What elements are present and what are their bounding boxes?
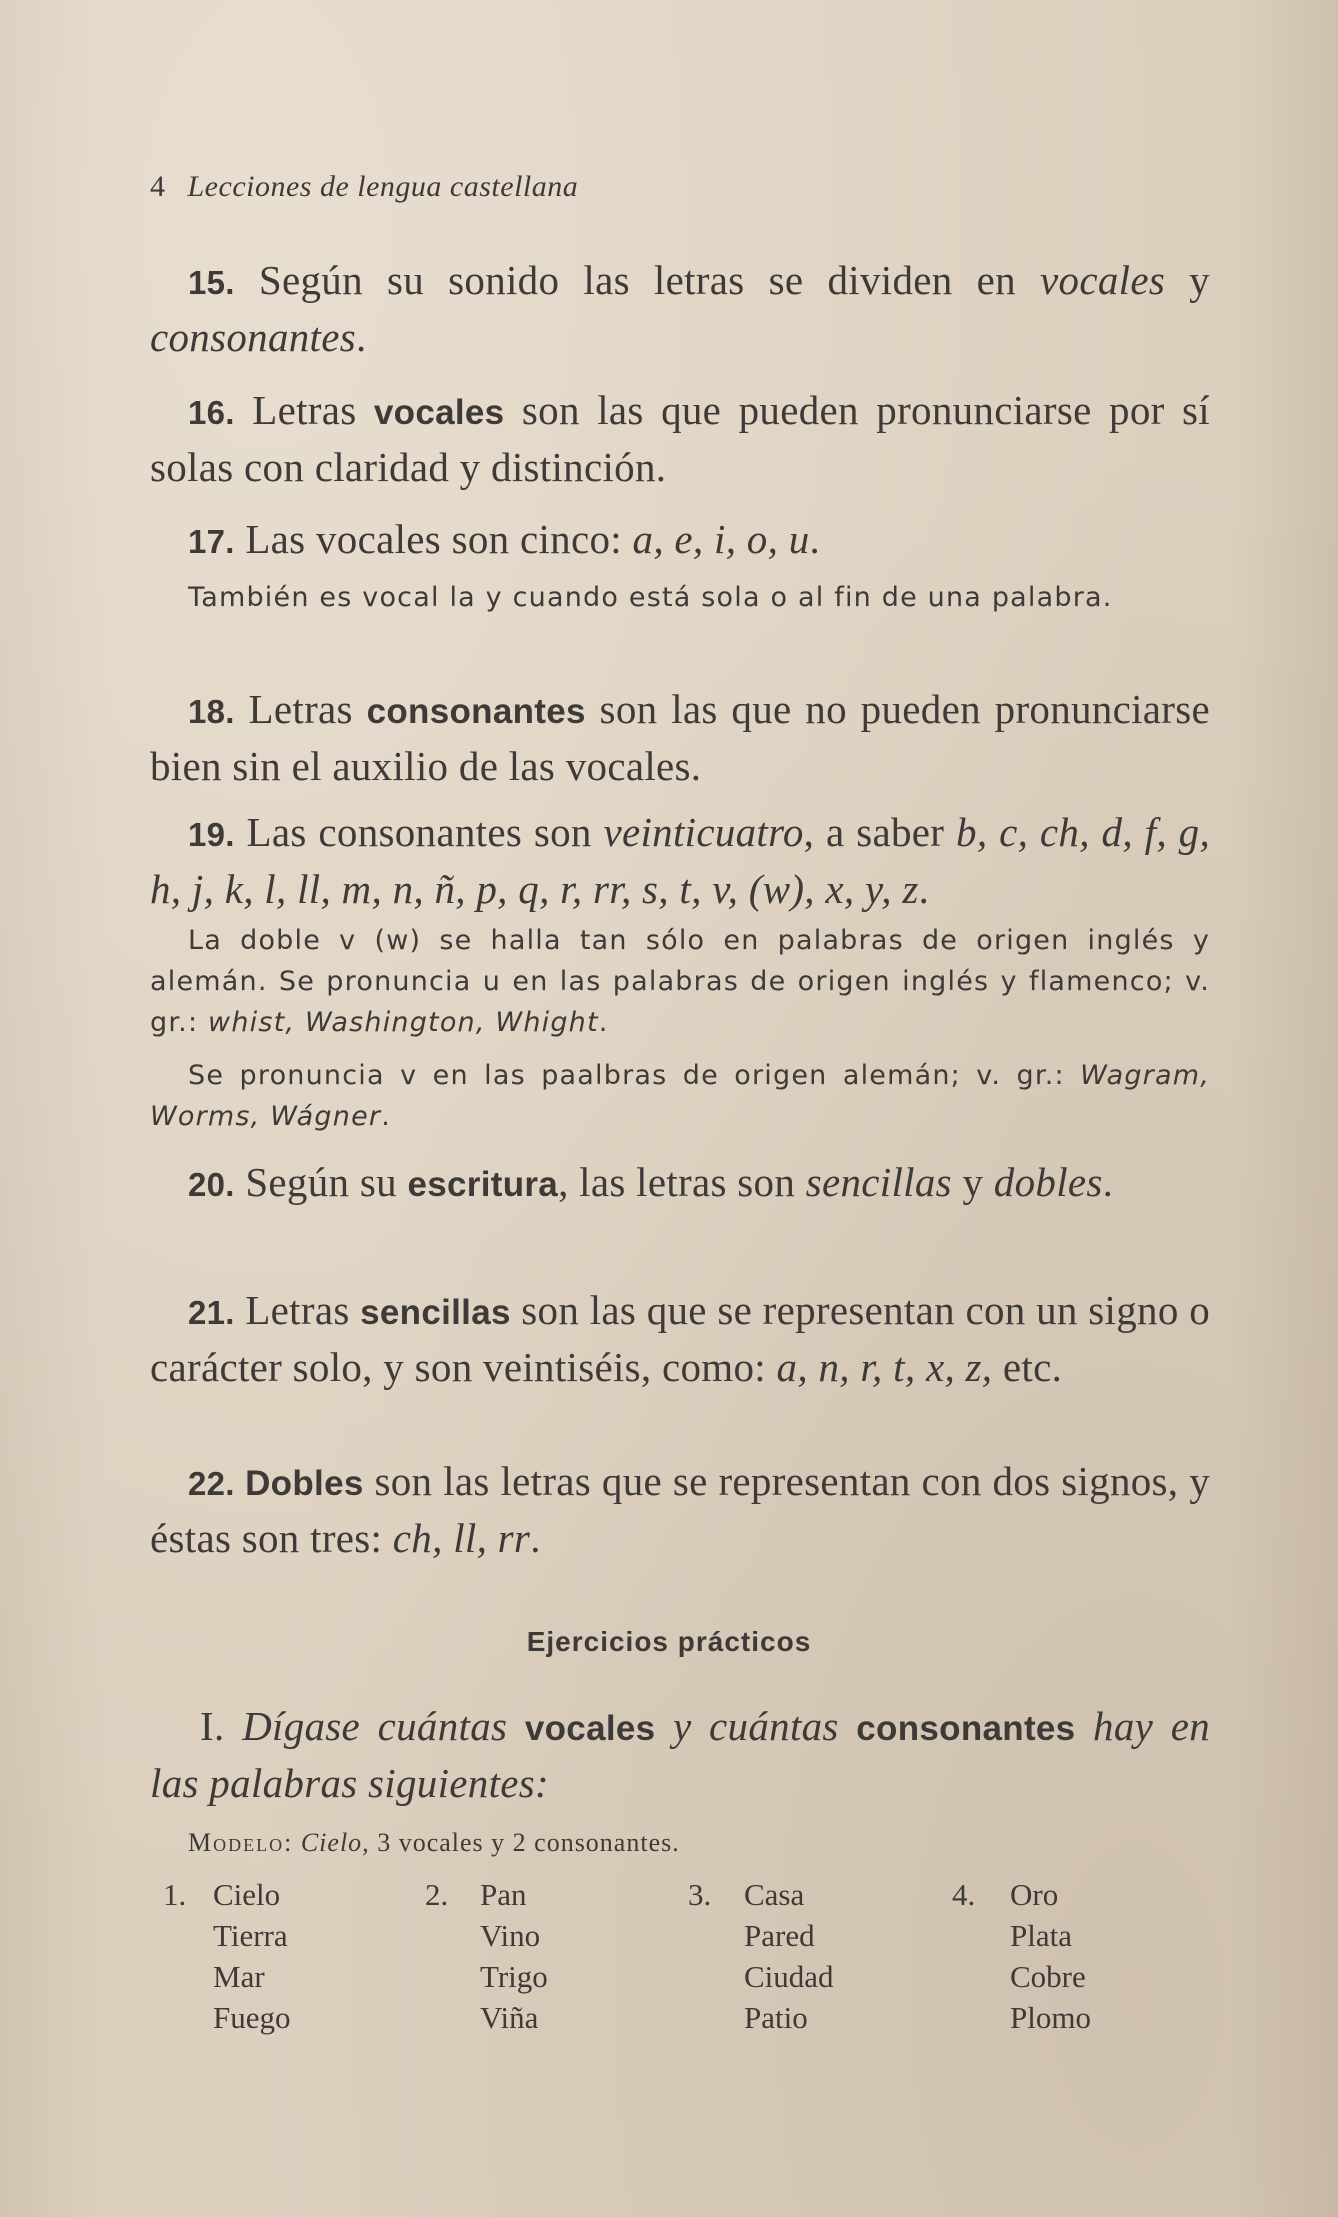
paragraph-19 — [150, 805, 1210, 917]
paragraph-20 — [150, 1155, 1210, 1212]
modelo-line — [188, 1828, 680, 1858]
word: Plata — [1010, 1918, 1072, 1953]
text: y — [951, 1159, 994, 1205]
exercises-title: Ejercicios prácticos — [526, 1626, 812, 1657]
word: Trigo — [480, 1959, 548, 1994]
exercise-instruction — [150, 1699, 1210, 1811]
text: Las vocales son cinco: — [234, 516, 633, 562]
text: Se pronuncia v en las paalbras de origen alemán; v. gr.: — [188, 1060, 1081, 1091]
column-number: 2. — [425, 1877, 449, 1912]
note-19a — [150, 920, 1210, 1043]
text: y — [1165, 257, 1210, 303]
text: , las letras son — [558, 1159, 806, 1205]
word: Pared — [744, 1918, 815, 1953]
paragraph-18 — [150, 682, 1210, 794]
word: Cielo — [213, 1877, 281, 1912]
column-number: 1. — [163, 1877, 187, 1912]
word-column-4 — [952, 1874, 1091, 2038]
bold-term: vocales — [373, 393, 505, 432]
paragraph-number: 15. — [188, 264, 235, 301]
italic-term: vocales — [1040, 257, 1166, 303]
word: Oro — [1010, 1877, 1059, 1912]
paragraph-number: 22. — [188, 1465, 235, 1502]
paragraph-17 — [150, 512, 1210, 569]
paragraph-21 — [150, 1283, 1210, 1395]
word-column-3 — [688, 1874, 834, 2038]
bold-term: sencillas — [360, 1293, 511, 1332]
word: Casa — [744, 1877, 805, 1912]
word: Vino — [480, 1918, 541, 1953]
text: Letras — [234, 1287, 361, 1333]
word: Tierra — [213, 1918, 288, 1953]
word: Cobre — [1010, 1959, 1086, 1994]
italic-letters: b, c, ch, d, f, g, h, j, k, l, ll, m, n, ñ, p, q, r, rr, s, t, v, (w), x, y, z — [150, 809, 1211, 912]
text: , a saber — [803, 809, 957, 855]
italic-term: veinticuatro — [603, 809, 804, 855]
text: . — [1102, 1159, 1114, 1205]
running-header — [150, 170, 578, 204]
word: Plomo — [1010, 2000, 1091, 2035]
modelo-text: 3 vocales y 2 consonantes. — [369, 1828, 680, 1857]
text: . — [356, 314, 367, 360]
italic-text: Dígase cuántas — [224, 1703, 525, 1749]
paragraph-number: 19. — [188, 816, 235, 853]
word: Fuego — [213, 2000, 291, 2035]
bold-term: consonantes — [856, 1709, 1076, 1748]
word: Pan — [480, 1877, 527, 1912]
text: . — [918, 866, 930, 912]
italic-letters: ch, ll, rr — [392, 1515, 531, 1561]
word-column-1 — [163, 1874, 291, 2038]
text: . — [598, 1007, 609, 1038]
paragraph-number: 18. — [188, 693, 235, 730]
text: Letras — [234, 387, 374, 433]
italic-letters: a, n, r, t, x, z, — [776, 1344, 993, 1390]
paragraph-number: 17. — [188, 523, 235, 560]
bold-term: Dobles — [234, 1464, 364, 1503]
note-19b — [150, 1055, 1210, 1137]
text: son las que se representan con un signo o carácter solo, y son veintiséis, como: — [150, 1287, 1210, 1390]
italic-term: dobles — [993, 1159, 1103, 1205]
text: Según su — [234, 1159, 408, 1205]
text: Según su sonido las letras se dividen en — [234, 257, 1041, 303]
text: son las que pueden pronunciarse por sí solas con claridad y distinción. — [150, 387, 1211, 490]
text: Letras — [234, 686, 367, 732]
text: . — [530, 1515, 541, 1561]
note-17: También es vocal la y cuando está sola o al fin de una palabra. — [188, 582, 1113, 613]
modelo-label: Modelo: — [188, 1828, 294, 1857]
word-column-2 — [425, 1874, 548, 2038]
text: son las letras que se representan con dos signos, y éstas son tres: — [150, 1458, 1211, 1561]
italic-text: hay en las palabras siguientes: — [150, 1703, 1211, 1806]
paragraph-16 — [150, 383, 1210, 495]
column-number: 3. — [688, 1877, 712, 1912]
paragraph-15 — [150, 253, 1210, 365]
running-title: Lecciones de lengua castellana — [187, 170, 579, 203]
word: Viña — [480, 2000, 539, 2035]
page-number: 4 — [150, 170, 166, 203]
paragraph-number: 16. — [188, 394, 235, 431]
word: Mar — [213, 1959, 265, 1994]
bold-term: escritura — [407, 1165, 559, 1204]
paragraph-22 — [150, 1454, 1210, 1566]
italic-term: sencillas — [805, 1159, 952, 1205]
italic-text: y cuántas — [655, 1703, 857, 1749]
word: Ciudad — [744, 1959, 834, 1994]
text: Las consonantes son — [234, 809, 604, 855]
italic-term: consonantes — [150, 314, 356, 360]
text: . — [809, 516, 821, 562]
bold-term: vocales — [524, 1709, 656, 1748]
italic-examples: whist, Washington, Whight — [208, 1007, 599, 1038]
exercise-number: I. — [200, 1703, 225, 1749]
italic-examples: Wagram, Worms, Wágner — [150, 1060, 1210, 1132]
italic-term: a, e, i, o, u — [632, 516, 810, 562]
modelo-word: Cielo, — [300, 1828, 370, 1857]
bold-term: consonantes — [366, 692, 586, 731]
text: son las que no pueden pronunciarse bien sin el auxilio de las vocales. — [150, 686, 1211, 789]
text: . — [381, 1101, 391, 1132]
text: La doble v (w) se halla tan sólo en palabras de origen inglés y alemán. Se pronuncia u en las palabras de origen inglés y flamenco; v. gr.: — [150, 925, 1210, 1038]
column-number: 4. — [952, 1877, 976, 1912]
paragraph-number: 21. — [188, 1294, 235, 1331]
paragraph-number: 20. — [188, 1166, 235, 1203]
word: Patio — [744, 2000, 808, 2035]
text: etc. — [992, 1344, 1063, 1390]
